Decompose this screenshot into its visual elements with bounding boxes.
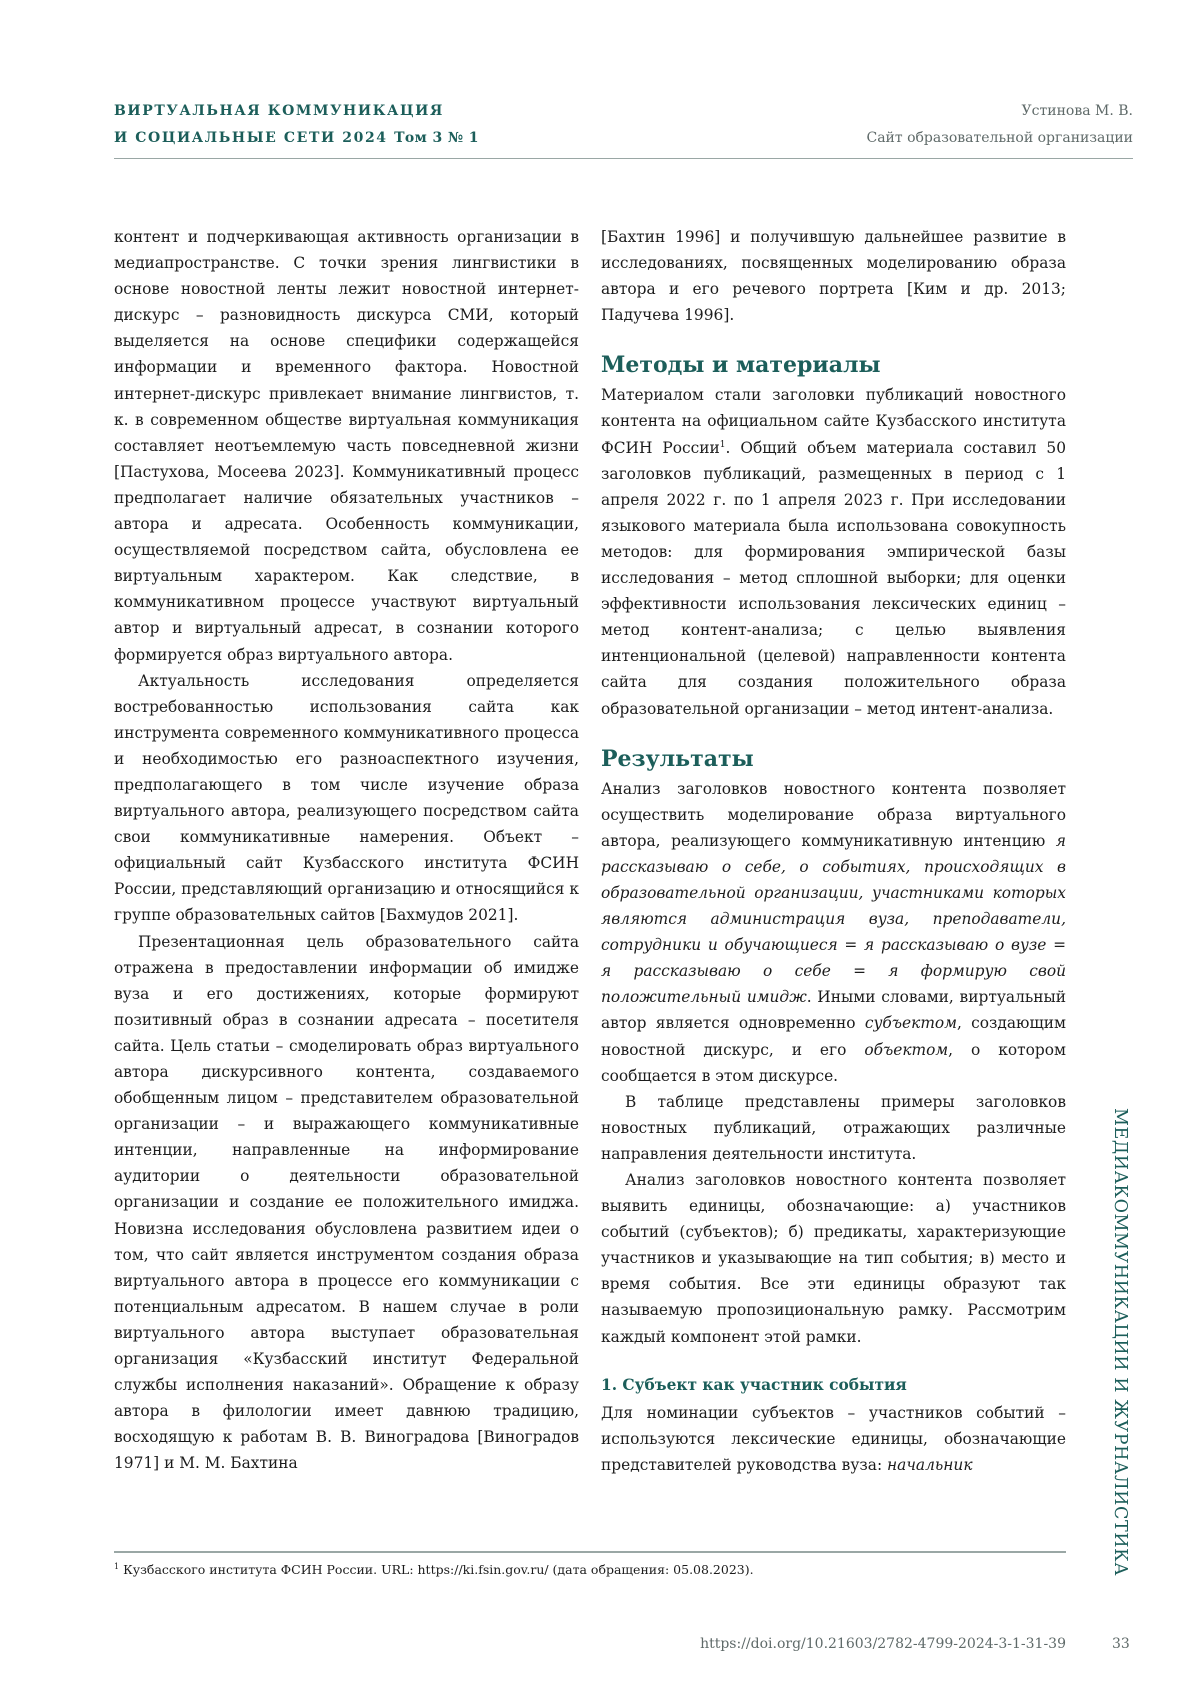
page-number: 33 bbox=[1112, 1636, 1130, 1652]
running-header bbox=[114, 98, 1133, 159]
text-run: , о котором сообщается в этом дискурсе. bbox=[601, 1040, 1066, 1085]
paragraph: контент и подчеркивающая активность организации в медиапространстве. С точки зрения лингвистики в основе новостной ленты лежит новостной интернет-дискурс – разновидность дискурса СМИ, который выделяется на основе специфики содержащейся информации и временного фактора. Новостной интернет-дискурс привлекает внимание лингвистов, т. к. в современном обществе виртуальная коммуникация составляет неотъемлемую часть повседневной жизни [Пастухова, Мосеева 2023]. Коммуникативный процесс предполагает наличие обязательных участников – автора и адресата. Особенность коммуникации, осуществляемой посредством сайта, обусловлена ее виртуальным характером. Как следствие, в коммуникативном процессе участвуют виртуальный автор и виртуальный адресат, в сознании которого формируется образ виртуального автора. bbox=[114, 228, 579, 664]
text-run: . Общий объем материала составил 50 заголовков публикаций, размещенных в период с 1 апреля 2022 г. по 1 апреля 2023 г. При исследовании языкового материала была использована совокупность методов: для формирования эмпирической базы исследования – метод сплошной выборки; для оценки эффективности использования лексических единиц – метод контент-анализа; с целью выявления интенциональной (целевой) направленности контента сайта для создания положительного образа образовательной организации – метод интент-анализа. bbox=[601, 438, 1067, 718]
footnote-reference[interactable]: 1 bbox=[719, 439, 726, 450]
italic-run: я рассказываю о себе, о событиях, происходящих в образовательной организации, участниками которых являются администрация вуза, преподаватели, сотрудники и обучающиеся = я рассказываю о вузе = я рассказываю о себе = я формирую свой положительный имидж bbox=[601, 831, 1066, 1007]
text-run: , создающим новостной дискурс, и его bbox=[601, 1014, 1066, 1059]
journal-title bbox=[114, 98, 479, 152]
paragraph: В таблице представлены примеры заголовков новостных публикаций, отражающих различные направления деятельности института. bbox=[601, 1092, 1066, 1163]
paragraph: Презентационная цель образовательного сайта отражена в предоставлении информации об имидже вуза и его достижениях, которые формируют позитивный образ в сознании адресата – посетителя сайта. Цель статьи – смоделировать образ виртуального автора дискурсивного контента, создаваемого обобщенным лицом – представителем образовательной организации – и выражающего коммуникативные интенции, направленные на информирование аудитории о деятельности образовательной организации и создание ее положительного имиджа. Новизна исследования обусловлена развитием идеи о том, что сайт является инструментом создания образа виртуального автора в процессе его коммуникации с потенциальным адресатом. В нашем случае в роли виртуального автора выступает образовательная организация «Кузбасский институт Федеральной службы исполнения наказаний». Обращение к образу автора в филологии имеет давнюю традицию, восходящую к работам В. В. Виноградова [Виноградов 1971] и М. М. Бахтина bbox=[114, 932, 579, 1473]
article-info bbox=[866, 98, 1133, 152]
journal-volume: Том 3 № 1 bbox=[394, 130, 479, 146]
paragraph bbox=[601, 1400, 1066, 1478]
italic-run: субъектом bbox=[864, 1014, 957, 1033]
author-name: Устинова М. В. bbox=[1021, 103, 1133, 119]
section-heading-results: Результаты bbox=[601, 745, 754, 772]
side-section-label bbox=[1109, 1108, 1131, 1578]
subsection-heading: 1. Субъект как участник события bbox=[601, 1375, 907, 1394]
paragraph bbox=[601, 776, 1066, 1089]
footnote-text: Кузбасского института ФСИН России. URL: https://ki.fsin.gov.ru/ (дата обращения: 05.08.2023). bbox=[123, 1562, 754, 1577]
journal-title-line2 bbox=[114, 125, 479, 152]
paragraph: Актуальность исследования определяется востребованностью использования сайта как инструмента современного коммуникативного процесса и необходимостью его разноаспектного изучения, предполагающего в том числе изучение образа виртуального автора, реализующего посредством сайта свои коммуникативные намерения. Объект – официальный сайт Кузбасского института ФСИН России, представляющий организацию и относящийся к группе образовательных сайтов [Бахмудов 2021]. bbox=[114, 671, 579, 925]
journal-title-line1: ВИРТУАЛЬНАЯ КОММУНИКАЦИЯ bbox=[114, 103, 444, 119]
text-run: . Иными словами, виртуальный автор является одновременно bbox=[601, 988, 1067, 1033]
text-run: Для номинации субъектов – участников событий – используются лексические единицы, обозначающие представителей руководства вуза: bbox=[601, 1403, 1066, 1474]
footnote bbox=[114, 1561, 1066, 1579]
paragraph bbox=[601, 382, 1066, 721]
footnote-mark: 1 bbox=[114, 1561, 120, 1571]
italic-run: начальник bbox=[887, 1455, 973, 1474]
article-title: Сайт образовательной организации bbox=[866, 130, 1133, 146]
journal-name: И СОЦИАЛЬНЫЕ СЕТИ 2024 bbox=[114, 130, 388, 146]
paragraph: Анализ заголовков новостного контента позволяет выявить единицы, обозначающие: а) участников событий (субъектов); б) предикаты, характеризующие участников и указывающие на тип события; в) место и время события. Все эти единицы образуют так называемую пропозициональную рамку. Рассмотрим каждый компонент этой рамки. bbox=[601, 1171, 1066, 1346]
text-run: Материалом стали заголовки публикаций новостного контента на официальном сайте Кузбасского института ФСИН России bbox=[601, 386, 1066, 457]
section-heading-methods: Методы и материалы bbox=[601, 352, 881, 379]
paragraph: [Бахтин 1996] и получившую дальнейшее развитие в исследованиях, посвященных моделированию образа автора и его речевого портрета [Ким и др. 2013; Падучева 1996]. bbox=[601, 228, 1066, 325]
footnote-divider bbox=[114, 1551, 1066, 1553]
right-column bbox=[601, 224, 1066, 1478]
italic-run: объектом bbox=[864, 1040, 949, 1059]
side-section-label-text: МЕДИАКОММУНИКАЦИИ И ЖУРНАЛИСТИКА bbox=[1110, 1108, 1130, 1577]
left-column bbox=[114, 224, 579, 1477]
doi-link[interactable]: https://doi.org/10.21603/2782-4799-2024-3-1-31-39 bbox=[700, 1636, 1066, 1652]
text-run: Анализ заголовков новостного контента позволяет осуществить моделирование образа виртуального автора, реализующего коммуникативную интенцию bbox=[601, 779, 1066, 850]
